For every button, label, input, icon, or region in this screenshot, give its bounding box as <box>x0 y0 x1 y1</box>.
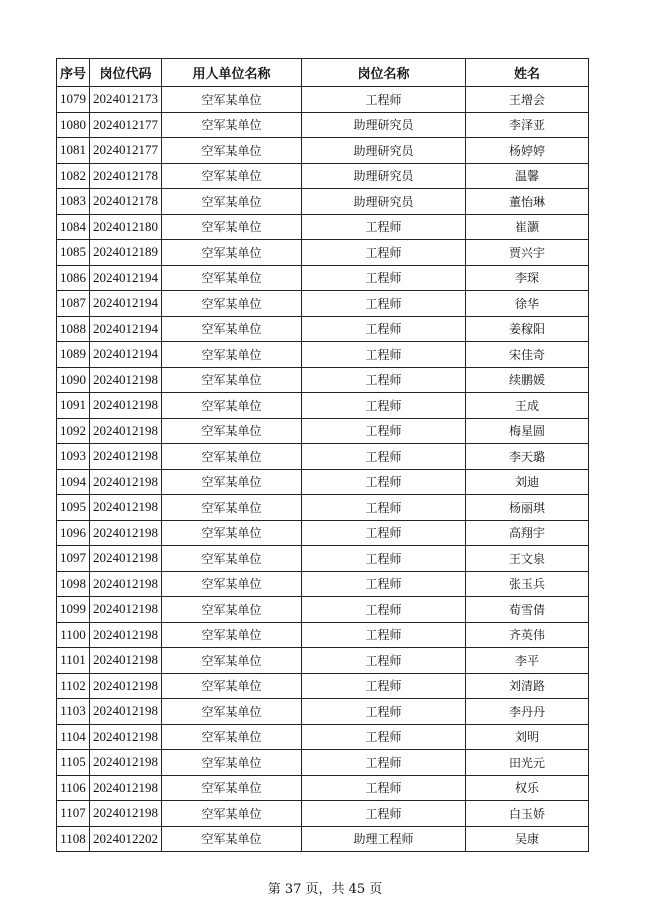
cell-position-name: 工程师 <box>302 673 466 699</box>
table-row <box>57 189 589 215</box>
cell-seq: 1100 <box>57 622 90 648</box>
cell-employer-name: 空军某单位 <box>162 214 302 240</box>
cell-position-code: 2024012173 <box>90 87 162 113</box>
header-seq: 序号 <box>57 59 90 87</box>
cell-position-code: 2024012177 <box>90 112 162 138</box>
table-row <box>57 546 589 572</box>
cell-person-name: 杨婷婷 <box>466 138 589 164</box>
cell-seq: 1107 <box>57 801 90 827</box>
cell-seq: 1097 <box>57 546 90 572</box>
cell-position-name: 工程师 <box>302 571 466 597</box>
cell-person-name: 张玉兵 <box>466 571 589 597</box>
cell-person-name: 李天璐 <box>466 444 589 470</box>
cell-seq: 1088 <box>57 316 90 342</box>
cell-position-name: 工程师 <box>302 265 466 291</box>
cell-person-name: 齐英伟 <box>466 622 589 648</box>
cell-employer-name: 空军某单位 <box>162 622 302 648</box>
cell-employer-name: 空军某单位 <box>162 367 302 393</box>
cell-employer-name: 空军某单位 <box>162 163 302 189</box>
cell-seq: 1090 <box>57 367 90 393</box>
table-row <box>57 622 589 648</box>
cell-employer-name: 空军某单位 <box>162 189 302 215</box>
cell-person-name: 刘明 <box>466 724 589 750</box>
cell-person-name: 田光元 <box>466 750 589 776</box>
cell-position-code: 2024012198 <box>90 750 162 776</box>
header-person-name: 姓名 <box>466 59 589 87</box>
cell-seq: 1104 <box>57 724 90 750</box>
cell-seq: 1108 <box>57 826 90 852</box>
cell-position-code: 2024012198 <box>90 571 162 597</box>
cell-position-name: 工程师 <box>302 342 466 368</box>
cell-employer-name: 空军某单位 <box>162 775 302 801</box>
cell-person-name: 王增会 <box>466 87 589 113</box>
table-row <box>57 316 589 342</box>
cell-employer-name: 空军某单位 <box>162 138 302 164</box>
table-row <box>57 87 589 113</box>
cell-position-name: 工程师 <box>302 597 466 623</box>
cell-employer-name: 空军某单位 <box>162 393 302 419</box>
cell-seq: 1095 <box>57 495 90 521</box>
cell-position-code: 2024012194 <box>90 291 162 317</box>
cell-person-name: 权乐 <box>466 775 589 801</box>
cell-position-name: 工程师 <box>302 724 466 750</box>
header-position-code: 岗位代码 <box>90 59 162 87</box>
cell-position-code: 2024012178 <box>90 163 162 189</box>
table-row <box>57 775 589 801</box>
cell-employer-name: 空军某单位 <box>162 724 302 750</box>
table-row <box>57 495 589 521</box>
table-row <box>57 444 589 470</box>
cell-person-name: 吴康 <box>466 826 589 852</box>
cell-seq: 1085 <box>57 240 90 266</box>
cell-employer-name: 空军某单位 <box>162 291 302 317</box>
cell-position-code: 2024012198 <box>90 393 162 419</box>
table-row <box>57 724 589 750</box>
cell-employer-name: 空军某单位 <box>162 648 302 674</box>
cell-employer-name: 空军某单位 <box>162 87 302 113</box>
cell-employer-name: 空军某单位 <box>162 571 302 597</box>
cell-position-name: 工程师 <box>302 393 466 419</box>
cell-seq: 1079 <box>57 87 90 113</box>
cell-employer-name: 空军某单位 <box>162 520 302 546</box>
cell-seq: 1089 <box>57 342 90 368</box>
cell-person-name: 徐华 <box>466 291 589 317</box>
table-header <box>57 59 589 87</box>
cell-person-name: 李丹丹 <box>466 699 589 725</box>
table-row <box>57 520 589 546</box>
cell-person-name: 荀雪倩 <box>466 597 589 623</box>
table-row <box>57 750 589 776</box>
table-row <box>57 112 589 138</box>
cell-position-name: 工程师 <box>302 775 466 801</box>
cell-employer-name: 空军某单位 <box>162 495 302 521</box>
table-row <box>57 801 589 827</box>
cell-employer-name: 空军某单位 <box>162 597 302 623</box>
cell-position-name: 工程师 <box>302 495 466 521</box>
cell-position-code: 2024012194 <box>90 316 162 342</box>
table-row <box>57 418 589 444</box>
cell-person-name: 刘迪 <box>466 469 589 495</box>
cell-seq: 1092 <box>57 418 90 444</box>
cell-seq: 1082 <box>57 163 90 189</box>
cell-employer-name: 空军某单位 <box>162 699 302 725</box>
table-row <box>57 240 589 266</box>
cell-employer-name: 空军某单位 <box>162 342 302 368</box>
cell-position-name: 助理研究员 <box>302 112 466 138</box>
cell-seq: 1099 <box>57 597 90 623</box>
cell-position-code: 2024012194 <box>90 342 162 368</box>
table-row <box>57 291 589 317</box>
table-row <box>57 597 589 623</box>
table-body <box>57 87 589 852</box>
cell-position-code: 2024012198 <box>90 724 162 750</box>
cell-position-name: 工程师 <box>302 87 466 113</box>
cell-person-name: 姜稼阳 <box>466 316 589 342</box>
cell-position-name: 助理研究员 <box>302 138 466 164</box>
cell-position-name: 工程师 <box>302 444 466 470</box>
cell-position-code: 2024012198 <box>90 801 162 827</box>
cell-position-code: 2024012198 <box>90 673 162 699</box>
cell-employer-name: 空军某单位 <box>162 316 302 342</box>
table-row <box>57 826 589 852</box>
cell-person-name: 王文泉 <box>466 546 589 572</box>
cell-position-code: 2024012198 <box>90 699 162 725</box>
cell-position-code: 2024012194 <box>90 265 162 291</box>
table-row <box>57 571 589 597</box>
cell-seq: 1106 <box>57 775 90 801</box>
cell-person-name: 续鹏媛 <box>466 367 589 393</box>
header-position-name: 岗位名称 <box>302 59 466 87</box>
cell-seq: 1080 <box>57 112 90 138</box>
cell-seq: 1101 <box>57 648 90 674</box>
cell-position-code: 2024012198 <box>90 444 162 470</box>
cell-position-code: 2024012198 <box>90 367 162 393</box>
cell-seq: 1105 <box>57 750 90 776</box>
cell-employer-name: 空军某单位 <box>162 546 302 572</box>
cell-position-code: 2024012177 <box>90 138 162 164</box>
cell-person-name: 白玉娇 <box>466 801 589 827</box>
cell-position-name: 工程师 <box>302 469 466 495</box>
cell-position-code: 2024012198 <box>90 597 162 623</box>
header-row <box>57 59 589 87</box>
cell-position-code: 2024012198 <box>90 469 162 495</box>
cell-position-code: 2024012198 <box>90 495 162 521</box>
cell-person-name: 杨丽琪 <box>466 495 589 521</box>
cell-position-name: 工程师 <box>302 367 466 393</box>
cell-position-code: 2024012198 <box>90 418 162 444</box>
cell-position-code: 2024012178 <box>90 189 162 215</box>
cell-position-code: 2024012198 <box>90 520 162 546</box>
cell-position-name: 工程师 <box>302 214 466 240</box>
cell-position-code: 2024012180 <box>90 214 162 240</box>
cell-person-name: 高翔宇 <box>466 520 589 546</box>
cell-position-code: 2024012198 <box>90 775 162 801</box>
cell-employer-name: 空军某单位 <box>162 418 302 444</box>
cell-position-code: 2024012202 <box>90 826 162 852</box>
cell-seq: 1098 <box>57 571 90 597</box>
cell-person-name: 梅星圆 <box>466 418 589 444</box>
cell-seq: 1093 <box>57 444 90 470</box>
cell-person-name: 王成 <box>466 393 589 419</box>
cell-position-name: 工程师 <box>302 316 466 342</box>
cell-employer-name: 空军某单位 <box>162 673 302 699</box>
personnel-table <box>56 58 589 852</box>
page-number: 第 37 页，共 45 页 <box>267 882 383 897</box>
cell-position-name: 助理研究员 <box>302 189 466 215</box>
cell-seq: 1087 <box>57 291 90 317</box>
cell-seq: 1096 <box>57 520 90 546</box>
table-row <box>57 138 589 164</box>
cell-position-code: 2024012198 <box>90 648 162 674</box>
cell-position-name: 工程师 <box>302 240 466 266</box>
cell-seq: 1094 <box>57 469 90 495</box>
cell-person-name: 李泽亚 <box>466 112 589 138</box>
cell-position-name: 工程师 <box>302 648 466 674</box>
cell-employer-name: 空军某单位 <box>162 801 302 827</box>
cell-position-name: 工程师 <box>302 418 466 444</box>
table-row <box>57 673 589 699</box>
table-row <box>57 469 589 495</box>
cell-seq: 1102 <box>57 673 90 699</box>
table-row <box>57 163 589 189</box>
cell-employer-name: 空军某单位 <box>162 469 302 495</box>
cell-position-name: 工程师 <box>302 699 466 725</box>
cell-position-name: 工程师 <box>302 622 466 648</box>
cell-position-name: 助理研究员 <box>302 163 466 189</box>
table-row <box>57 648 589 674</box>
cell-position-name: 工程师 <box>302 520 466 546</box>
cell-position-name: 工程师 <box>302 750 466 776</box>
cell-person-name: 李琛 <box>466 265 589 291</box>
cell-seq: 1084 <box>57 214 90 240</box>
cell-position-name: 工程师 <box>302 291 466 317</box>
cell-position-name: 工程师 <box>302 546 466 572</box>
cell-position-name: 工程师 <box>302 801 466 827</box>
cell-position-name: 助理工程师 <box>302 826 466 852</box>
table-row <box>57 342 589 368</box>
cell-person-name: 董怡琳 <box>466 189 589 215</box>
cell-position-code: 2024012189 <box>90 240 162 266</box>
cell-seq: 1103 <box>57 699 90 725</box>
table-row <box>57 214 589 240</box>
cell-seq: 1081 <box>57 138 90 164</box>
cell-employer-name: 空军某单位 <box>162 265 302 291</box>
cell-seq: 1091 <box>57 393 90 419</box>
cell-employer-name: 空军某单位 <box>162 240 302 266</box>
cell-position-code: 2024012198 <box>90 546 162 572</box>
cell-person-name: 崔灏 <box>466 214 589 240</box>
cell-person-name: 宋佳奇 <box>466 342 589 368</box>
table-row <box>57 265 589 291</box>
cell-person-name: 李平 <box>466 648 589 674</box>
table-row <box>57 367 589 393</box>
table-row <box>57 393 589 419</box>
cell-person-name: 刘清路 <box>466 673 589 699</box>
cell-person-name: 贾兴宇 <box>466 240 589 266</box>
cell-seq: 1083 <box>57 189 90 215</box>
cell-employer-name: 空军某单位 <box>162 750 302 776</box>
cell-employer-name: 空军某单位 <box>162 444 302 470</box>
table-row <box>57 699 589 725</box>
cell-person-name: 温馨 <box>466 163 589 189</box>
header-employer-name: 用人单位名称 <box>162 59 302 87</box>
cell-employer-name: 空军某单位 <box>162 112 302 138</box>
cell-employer-name: 空军某单位 <box>162 826 302 852</box>
cell-seq: 1086 <box>57 265 90 291</box>
cell-position-code: 2024012198 <box>90 622 162 648</box>
